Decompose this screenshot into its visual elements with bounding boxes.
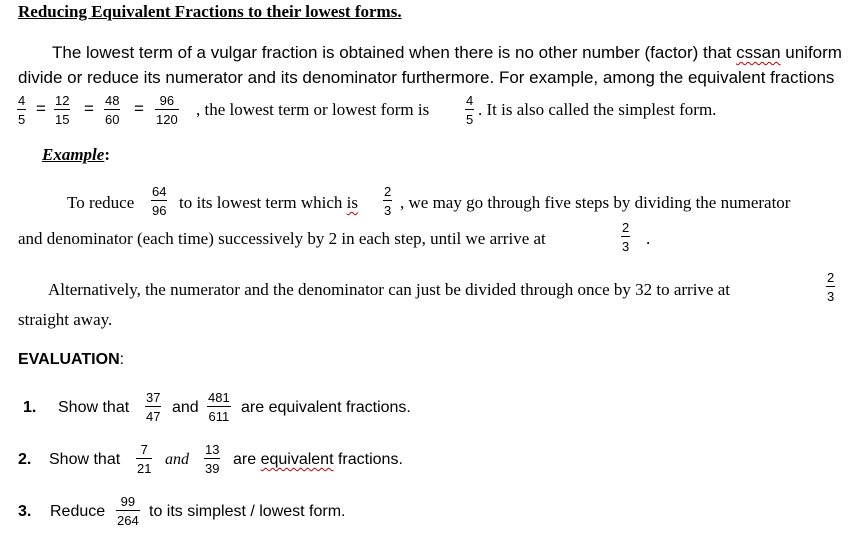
denominator: 21 — [137, 461, 152, 476]
fraction-48-60 — [104, 94, 120, 126]
numerator: 37 — [146, 390, 161, 405]
example-heading-text: Example — [42, 145, 105, 164]
denominator: 15 — [55, 112, 70, 127]
fraction-13-39 — [204, 443, 220, 475]
example-line-1-post: , we may go through five steps by dividing the numerator — [400, 193, 791, 212]
numerator: 481 — [208, 390, 230, 405]
denominator: 3 — [622, 239, 630, 254]
numerator: 96 — [159, 93, 175, 108]
numerator: 4 — [18, 93, 26, 108]
example-line-1-mid — [179, 193, 358, 213]
fraction-2-3-b — [621, 221, 630, 253]
evaluation-heading — [18, 351, 124, 369]
fraction-4-5 — [17, 94, 26, 126]
denominator: 60 — [105, 112, 120, 127]
item-2-post-a: are — [233, 451, 261, 468]
denominator: 611 — [208, 409, 230, 424]
item-1-conj: and — [172, 399, 199, 416]
denominator: 39 — [205, 461, 220, 476]
item-1-post: are equivalent fractions. — [241, 399, 411, 416]
para1-text-a: The lowest term of a vulgar fraction is obtained when there is no other number (factor) that — [52, 43, 737, 62]
equals-sign: = — [36, 99, 46, 118]
paragraph-line-3: , the lowest term or lowest form is — [196, 100, 430, 119]
example-mid-text: to its lowest term which — [179, 193, 347, 212]
denominator: 3 — [384, 203, 392, 218]
spelling-error-cssan: cssan — [736, 43, 781, 62]
denominator: 47 — [146, 409, 161, 424]
example-line-2: and denominator (each time) successively by 2 in each step, until we arrive at — [18, 229, 546, 248]
evaluation-item-3 — [18, 503, 31, 521]
item-2-post-b: fractions. — [333, 451, 403, 468]
example-heading — [42, 145, 110, 165]
numerator: 12 — [55, 93, 70, 108]
numerator: 99 — [120, 494, 136, 509]
numerator: 2 — [622, 220, 630, 235]
item-2-post — [233, 451, 403, 469]
numerator: 2 — [827, 270, 835, 285]
denominator: 5 — [466, 112, 474, 127]
fraction-7-21 — [136, 443, 152, 475]
para1-text-b: uniform — [780, 43, 842, 62]
fraction-2-3-a — [383, 185, 392, 217]
numerator: 48 — [105, 93, 120, 108]
item-2-pre: Show that — [49, 451, 121, 468]
spelling-error-equivalent: equivalent — [260, 451, 334, 468]
numerator: 13 — [205, 442, 220, 457]
fraction-37-47 — [145, 391, 161, 423]
fraction-lowest-4-5 — [465, 94, 474, 126]
fraction-99-264 — [116, 495, 140, 527]
evaluation-item-2 — [18, 451, 31, 469]
fraction-64-96 — [151, 185, 167, 217]
numerator: 7 — [140, 442, 148, 457]
fraction-2-3-c — [826, 271, 835, 303]
item-number: 2. — [18, 451, 32, 468]
denominator: 3 — [827, 289, 835, 304]
numerator: 64 — [152, 184, 167, 199]
numerator: 4 — [466, 93, 474, 108]
fraction-96-120 — [155, 94, 179, 126]
example-heading-colon: : — [104, 145, 111, 164]
alternative-line: Alternatively, the numerator and the denominator can just be divided through once by 32 to arrive at — [48, 280, 730, 299]
equals-sign: = — [134, 99, 144, 118]
item-3-post: to its simplest / lowest form. — [149, 503, 346, 520]
fraction-481-611 — [207, 391, 231, 423]
denominator: 120 — [156, 112, 178, 127]
evaluation-item-1 — [23, 399, 36, 417]
item-number: 3. — [18, 503, 32, 520]
paragraph-line-3-end: . It is also called the simplest form. — [478, 100, 717, 119]
alternative-line-2: straight away. — [18, 310, 113, 329]
item-1-pre: Show that — [58, 399, 130, 416]
denominator: 5 — [18, 112, 26, 127]
equals-sign: = — [84, 99, 94, 118]
paragraph-line-1 — [52, 43, 842, 63]
denominator: 264 — [117, 513, 139, 528]
example-line-2-end: . — [646, 229, 651, 248]
evaluation-heading-text: EVALUATION — [18, 351, 120, 368]
item-2-conj: and — [165, 451, 189, 468]
denominator: 96 — [152, 203, 167, 218]
item-3-pre: Reduce — [50, 503, 106, 520]
numerator: 2 — [384, 184, 392, 199]
item-number: 1. — [23, 399, 37, 416]
paragraph-line-2: divide or reduce its numerator and its denominator furthermore. For example, among the equivalent fractions — [18, 68, 835, 87]
example-line-1-pre: To reduce — [67, 193, 135, 212]
fraction-12-15 — [54, 94, 70, 126]
evaluation-heading-colon: : — [119, 351, 125, 368]
page-title: Reducing Equivalent Fractions to their lowest forms. — [18, 2, 402, 21]
grammar-error-is: is — [346, 193, 358, 212]
